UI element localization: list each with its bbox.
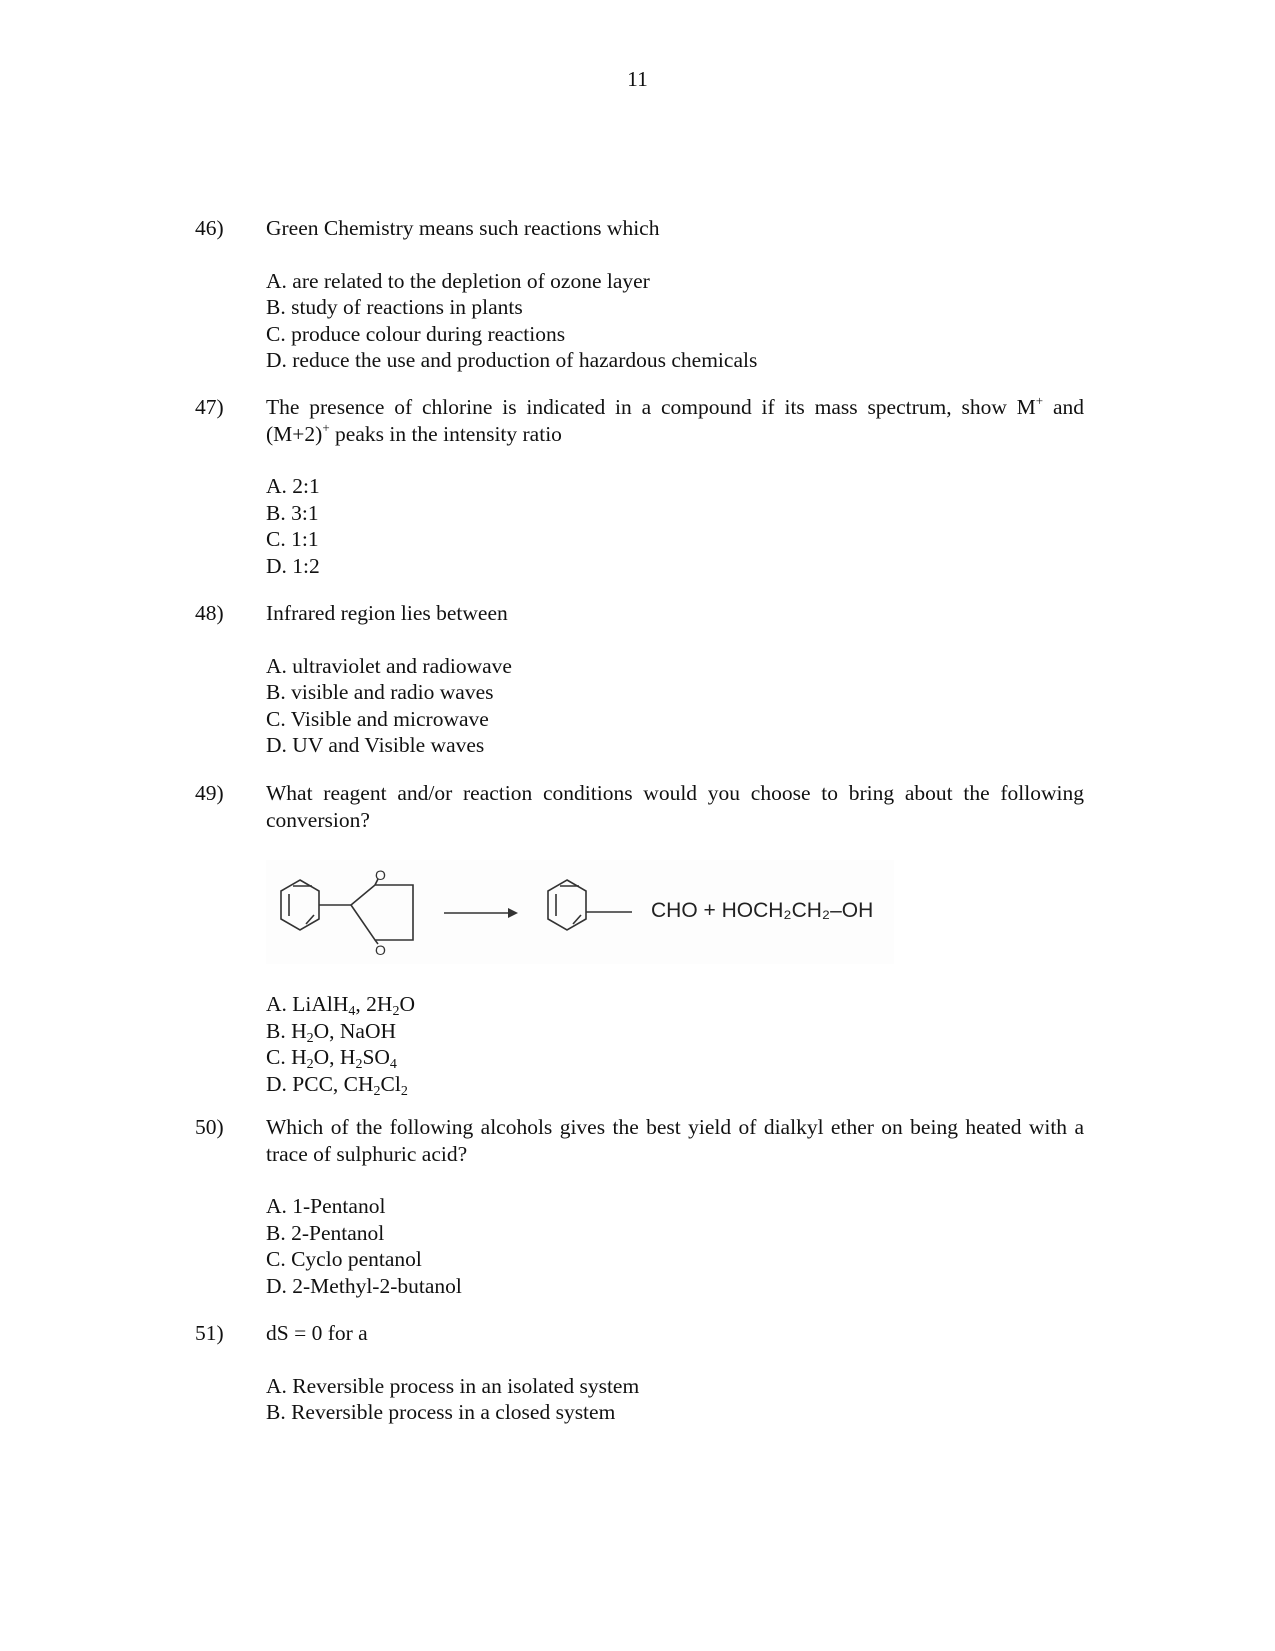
- option-a[interactable]: A. LiAlH$_4$, $2H_2O$: [266, 992, 415, 1019]
- option-c[interactable]: C. 1:1: [266, 527, 319, 551]
- ring-oxygen: O: [375, 942, 386, 958]
- option-a[interactable]: A. Reversible process in an isolated system: [266, 1373, 640, 1398]
- question-stem: Which of the following alcohols gives the best yield of dialkyl ether on being heated with a trace of sulphuric acid?: [266, 1115, 1084, 1166]
- product-formula: CHO + HOCH₂CH₂–OH: [651, 899, 874, 922]
- option-list: [266, 268, 1084, 374]
- question-number: 46): [195, 216, 224, 240]
- question-number: 49): [195, 781, 224, 805]
- option-b[interactable]: B. study of reactions in plants: [266, 295, 523, 319]
- question-number: 48): [195, 601, 224, 625]
- benzene-ring: [281, 880, 319, 930]
- question-stem: What reagent and/or reaction conditions would you choose to bring about the following conversion?: [266, 781, 1084, 832]
- question-stem: Green Chemistry means such reactions which: [266, 216, 660, 240]
- option-a[interactable]: A. 2:1: [266, 474, 320, 498]
- question-stem: The presence of chlorine is indicated in a compound if its mass spectrum, show M+ and (M+2)+ peaks in the intensity ratio: [266, 393, 1084, 446]
- option-list: [266, 1193, 1084, 1299]
- benzene-ring: [548, 880, 586, 930]
- option-d[interactable]: D. PCC, $CH_2Cl_2$: [266, 1071, 408, 1099]
- option-d[interactable]: D. reduce the use and production of hazardous chemicals: [266, 348, 758, 372]
- option-b[interactable]: B. visible and radio waves: [266, 680, 494, 704]
- option-list: [266, 473, 1084, 579]
- question-number: 50): [195, 1115, 224, 1139]
- question-stem: dS = 0 for a: [266, 1321, 368, 1345]
- option-list: [266, 653, 1084, 759]
- ring-oxygen: O: [375, 867, 386, 883]
- option-d[interactable]: D. 2-Methyl-2-butanol: [266, 1273, 462, 1298]
- question-stem: Infrared region lies between: [266, 601, 508, 625]
- option-list: [266, 991, 1084, 1097]
- option-d[interactable]: D. UV and Visible waves: [266, 733, 485, 757]
- option-b[interactable]: B. Reversible process in a closed system: [266, 1400, 616, 1424]
- option-a[interactable]: A. 1-Pentanol: [266, 1194, 386, 1218]
- question-number: 47): [195, 395, 224, 419]
- reaction-scheme: [266, 860, 894, 964]
- question-number: 51): [195, 1321, 224, 1345]
- option-c[interactable]: C. Cyclo pentanol: [266, 1247, 422, 1271]
- option-d[interactable]: D. 1:2: [266, 553, 320, 578]
- option-c[interactable]: C. $H_2O$, $H_2SO_4$: [266, 1045, 397, 1072]
- option-list: [266, 1373, 1084, 1426]
- arrow-head: [508, 908, 518, 918]
- option-c[interactable]: C. produce colour during reactions: [266, 321, 566, 346]
- page-number: 11: [627, 67, 648, 91]
- option-b[interactable]: B. 2-Pentanol: [266, 1220, 385, 1245]
- option-a[interactable]: A. are related to the depletion of ozone layer: [266, 268, 650, 293]
- option-b[interactable]: B. $H_2O$, NaOH: [266, 1018, 397, 1046]
- dioxolane-ring: [351, 885, 413, 940]
- option-c[interactable]: C. Visible and microwave: [266, 706, 489, 731]
- option-b[interactable]: B. 3:1: [266, 500, 319, 525]
- option-a[interactable]: A. ultraviolet and radiowave: [266, 653, 512, 678]
